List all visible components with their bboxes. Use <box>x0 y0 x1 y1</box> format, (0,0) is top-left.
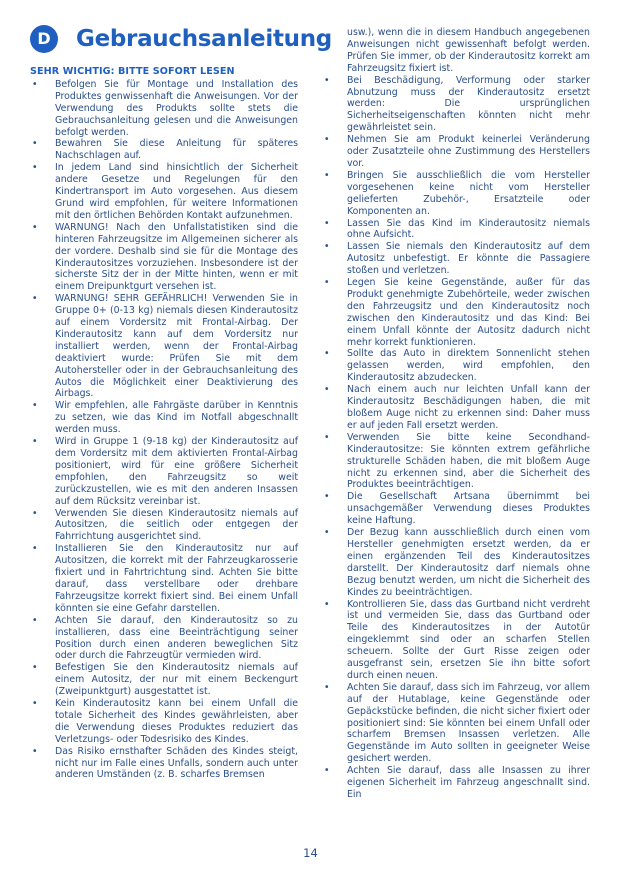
list-item: • Das Risiko ernsthafter Schäden des Kindes steigt, nicht nur im Falle eines Unfalls, sondern auch unter anderen Umständen (z. B. scharfes Bremsen <box>30 746 298 782</box>
right-instruction-list <box>322 27 590 801</box>
list-item: • Der Bezug kann ausschließlich durch einen vom Hersteller genehmigten ersetzt werden, da er einen ergänzenden Teil des Kinderautositzes darstellt. Der Kinderautositz darf niemals ohne Bezug benutzt werden, um nicht die Sicherheit des Kindes zu beeinträchtigen. <box>322 527 590 598</box>
list-item-continuation: usw.), wenn die in diesem Handbuch angegebenen Anweisungen nicht gewissenhaft befolgt werden. Prüfen Sie immer, ob der Kinderautositz korrekt am Fahrzeugsitz fixiert ist. <box>347 27 590 74</box>
list-item: • Bei Beschädigung, Verformung oder starker Abnutzung muss der Kinderautositz ersetzt werden: Die ursprünglichen Sicherheitseigenschaften könnten nicht mehr gewährleistet sein. <box>322 75 590 135</box>
list-item: • In jedem Land sind hinsichtlich der Sicherheit andere Gesetze und Regelungen für den Kindertransport im Auto vorgesehen. Aus diesem Grund wird empfohlen, für weitere Informationen mit den örtlichen Behörden Kontakt aufzunehmen. <box>30 162 298 222</box>
left-instruction-list <box>30 79 298 781</box>
list-item: • Legen Sie keine Gegenstände, außer für das Produkt genehmigte Zubehörteile, weder zwischen den Fahrzeugsitz und den Kinderautositz noch zwischen den Kinderautositz und das Kind: Bei einem Unfall könnte der Autositz dadurch nicht mehr korrekt funktionieren. <box>322 277 590 348</box>
list-item: • Achten Sie darauf, dass sich im Fahrzeug, vor allem auf der Hutablage, keine Gegenstände oder Gepäckstücke befinden, die nicht sicher fixiert oder positioniert sind: Sie könnten bei einem Unfall oder scharfem Bremsen Insassen verletzen. Alle Gegenstände im Auto sollten in geeigneter Weise gesichert werden. <box>322 682 590 765</box>
left-column <box>30 66 298 781</box>
list-item: • Wir empfehlen, alle Fahrgäste darüber in Kenntnis zu setzen, wie das Kind im Notfall abgeschnallt werden muss. <box>30 400 298 436</box>
list-item: • Bewahren Sie diese Anleitung für späteres Nachschlagen auf. <box>30 138 298 162</box>
list-item: • Installieren Sie den Kinderautositz nur auf Autositzen, die korrekt mit der Fahrzeugkarosserie fixiert und in Fahrtrichtung sind. Achten Sie bitte darauf, dass verstellbare oder drehbare Fahrzeugsitze korrekt fixiert sind. Bei einem Unfall könnten sie eine Gefahr darstellen. <box>30 543 298 614</box>
list-item: • WARNUNG! Nach den Unfallstatistiken sind die hinteren Fahrzeugsitze im Allgemeinen sicherer als der vordere. Deshalb sind sie für die Montage des Kinderautositzes vorzuziehen. Insbesondere ist der sicherste Sitz der in der Mitte hinten, wenn er mit einem Dreipunktgurt versehen ist. <box>30 222 298 293</box>
warning-subheading: SEHR WICHTIG: BITTE SOFORT LESEN <box>30 66 235 77</box>
list-item: • Nehmen Sie am Produkt keinerlei Veränderung oder Zusatzteile ohne Zustimmung des Herstellers vor. <box>322 134 590 170</box>
list-item: • Lassen Sie niemals den Kinderautositz auf dem Autositz unbefestigt. Er könnte die Passagiere stoßen und verletzen. <box>322 241 590 277</box>
list-item: • Achten Sie darauf, dass alle Insassen zu ihrer eigenen Sicherheit im Fahrzeug angeschnallt sind. Ein <box>322 765 590 801</box>
list-item: • Verwenden Sie bitte keine Secondhand-Kinderautositze: Sie könnten extrem gefährliche strukturelle Schäden haben, die mit bloßem Auge nicht zu erkennen sind, aber die Sicherheit des Produktes beeinträchtigen. <box>322 432 590 492</box>
list-item: • Kontrollieren Sie, dass das Gurtband nicht verdreht ist und vermeiden Sie, dass das Gurtband oder Teile des Kinderautositzes in der Autotür eingeklemmt sind oder an scharfen Stellen scheuern. Sollte der Gurt Risse zeigen oder ausgefranst sein, ersetzen Sie ihn bitte sofort durch einen neuen. <box>322 599 590 682</box>
list-item: • Verwenden Sie diesen Kinderautositz niemals auf Autositzen, die seitlich oder entgegen der Fahrrichtung ausgerichtet sind. <box>30 508 298 544</box>
list-item: • Sollte das Auto in direktem Sonnenlicht stehen gelassen werden, wird empfohlen, den Kinderautositz abzudecken. <box>322 348 590 384</box>
list-item: • Bringen Sie ausschließlich die vom Hersteller vorgesehenen keine nicht vom Hersteller gelieferten Zubehör-, Ersatzteile oder Komponenten an. <box>322 170 590 218</box>
list-item: • Kein Kinderautositz kann bei einem Unfall die totale Sicherheit des Kindes gewährleisten, aber die Verwendung dieses Produktes reduziert das Verletzungs- oder Todesrisiko des Kindes. <box>30 698 298 746</box>
right-column <box>322 27 590 801</box>
list-item: • Die Gesellschaft Artsana übernimmt bei unsachgemäßer Verwendung dieses Produktes keine Haftung. <box>322 491 590 527</box>
list-item: • Befolgen Sie für Montage und Installation des Produktes genwissenhaft die Anweisungen. Vor der Verwendung des Produkts sollte stets die Gebrauchsanleitung gelesen und die Anweisungen befolgt werden. <box>30 79 298 139</box>
list-item: • Befestigen Sie den Kinderautositz niemals auf einem Autositz, der nur mit einem Beckengurt (Zweipunktgurt) ausgestattet ist. <box>30 662 298 698</box>
page-title: Gebrauchsanleitung <box>76 26 332 52</box>
list-item: • Achten Sie darauf, den Kinderautositz so zu installieren, dass eine Beeinträchtigung seiner Position durch einen anderen beweglichen Sitz oder durch die Fahrzeugtür vermieden wird. <box>30 615 298 663</box>
page-number: 14 <box>303 846 318 860</box>
section-header <box>30 25 332 53</box>
list-item: • WARNUNG! SEHR GEFÄHRLICH! Verwenden Sie in Gruppe 0+ (0-13 kg) niemals diesen Kinderautositz auf einem Vordersitz mit Frontal-Airbag. Der Kinderautositz kann auf dem Vordersitz nur installiert werden, wenn der Frontal-Airbag deaktiviert wurde: Prüfen Sie mit dem Autohersteller oder in der Gebrauchsanleitung des Autos die Möglichkeit einer Deaktivierung des Airbags. <box>30 293 298 400</box>
language-badge: D <box>30 25 58 53</box>
list-item: • Lassen Sie das Kind im Kinderautositz niemals ohne Aufsicht. <box>322 218 590 242</box>
list-item: • Nach einem auch nur leichten Unfall kann der Kinderautositz Beschädigungen haben, die mit bloßem Auge nicht zu erkennen sind: Daher muss er auf jeden Fall ersetzt werden. <box>322 384 590 432</box>
list-item: • Wird in Gruppe 1 (9-18 kg) der Kinderautositz auf dem Vordersitz mit dem aktivierten Frontal-Airbag positioniert, wird für eine größere Sicherheit empfohlen, den Fahrzeugsitz so weit zurückzustellen, wie es mit den anderen Insassen auf dem Rücksitz vereinbar ist. <box>30 436 298 507</box>
